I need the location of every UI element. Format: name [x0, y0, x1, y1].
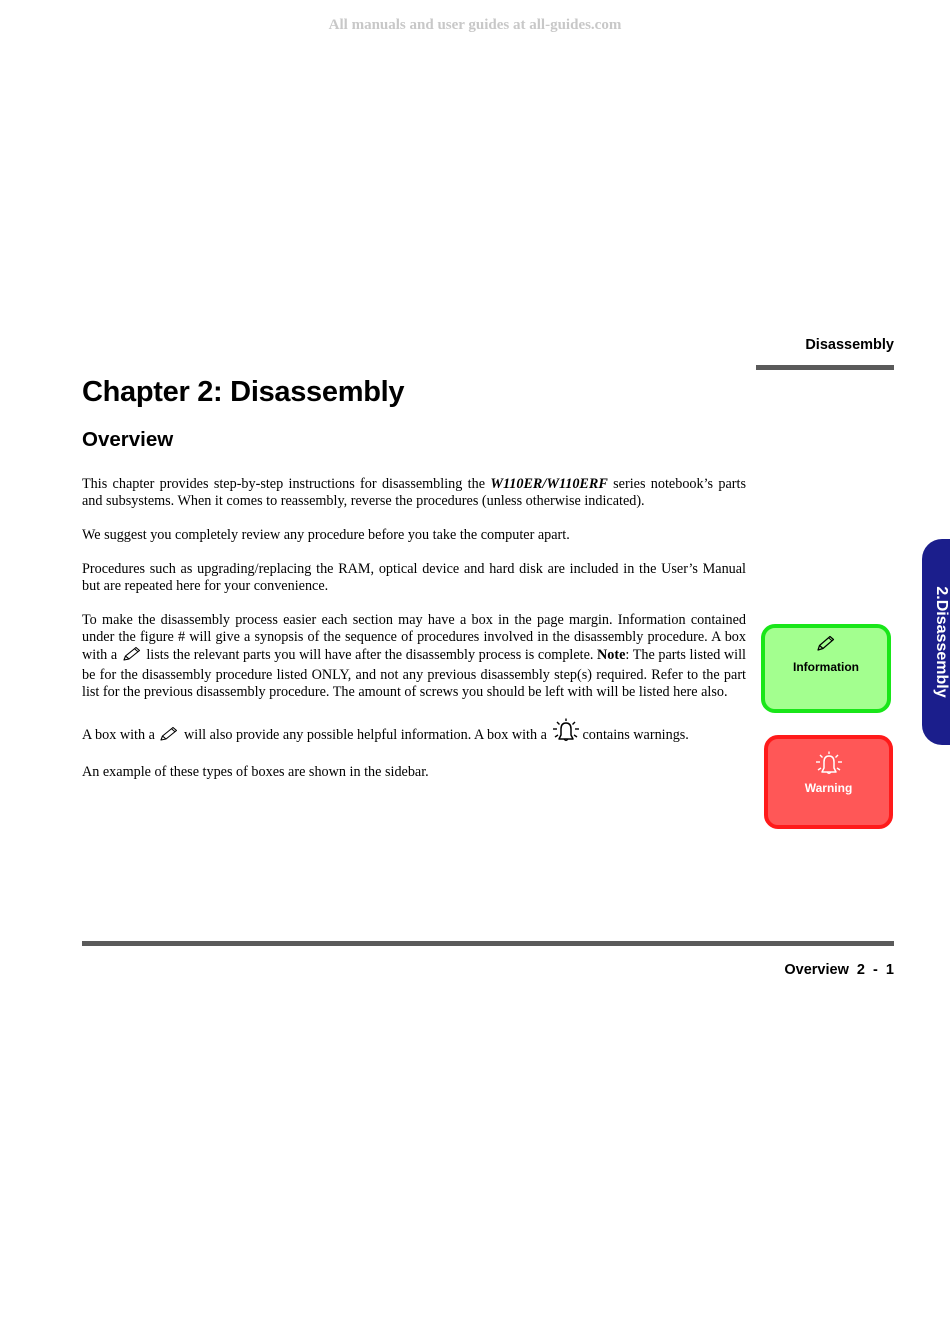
section-title: Overview	[82, 428, 174, 451]
pencil-icon	[815, 634, 837, 657]
body-text	[82, 476, 746, 798]
page-number: 2 - 1	[856, 962, 894, 978]
information-box	[761, 624, 891, 713]
alarm-bell-icon	[550, 718, 582, 747]
paragraph-procedures: Procedures such as upgrading/replacing the RAM, optical device and hard disk are included in the User’s Manual but are repeated here for your convenience.	[82, 561, 746, 594]
model-name: W110ER/W110ERF	[490, 476, 608, 492]
page-footer	[784, 962, 894, 978]
warning-box	[764, 735, 893, 829]
chapter-title: Chapter 2: Disassembly	[82, 376, 405, 408]
watermark: All manuals and user guides at all-guides.com	[328, 17, 622, 33]
running-head: Disassembly	[805, 337, 894, 353]
paragraph-intro: This chapter provides step-by-step instructions for disassembling the W110ER/W110ERF series notebook’s parts and subsystems. When it comes to reassembly, reverse the procedures (unless otherwise indicated).	[82, 476, 746, 509]
alarm-bell-icon	[813, 751, 845, 780]
pencil-icon	[158, 726, 180, 747]
pencil-icon	[121, 646, 143, 667]
information-box-label: Information	[793, 660, 859, 674]
paragraph-boxes: To make the disassembly process easier each section may have a box in the page margin. Information contained under the figure # will give a synopsis of the sequence of procedures involved in the disassembly procedure. A box with a lists the relevant parts you will have after the disassembly process is complete. Note: The parts listed will be for the disassembly procedure listed ONLY, and not any previous disassembly step(s) required. Refer to the part list for the previous disassembly procedure. The amount of screws you should be left with will be listed here also.	[82, 612, 746, 700]
chapter-side-tab-label: 2.Disassembly	[933, 586, 950, 698]
paragraph-sidebar-example: An example of these types of boxes are shown in the sidebar.	[82, 764, 429, 780]
warning-box-label: Warning	[804, 781, 853, 795]
paragraph-review: We suggest you completely review any procedure before you take the computer apart.	[82, 527, 570, 543]
note-label: Note	[597, 647, 626, 663]
header-rule	[756, 365, 894, 370]
footer-section: Overview	[784, 962, 849, 978]
paragraph-helpful: A box with a will also provide any possible helpful information. A box with a contains warnings.	[82, 718, 746, 747]
footer-rule	[82, 941, 894, 946]
